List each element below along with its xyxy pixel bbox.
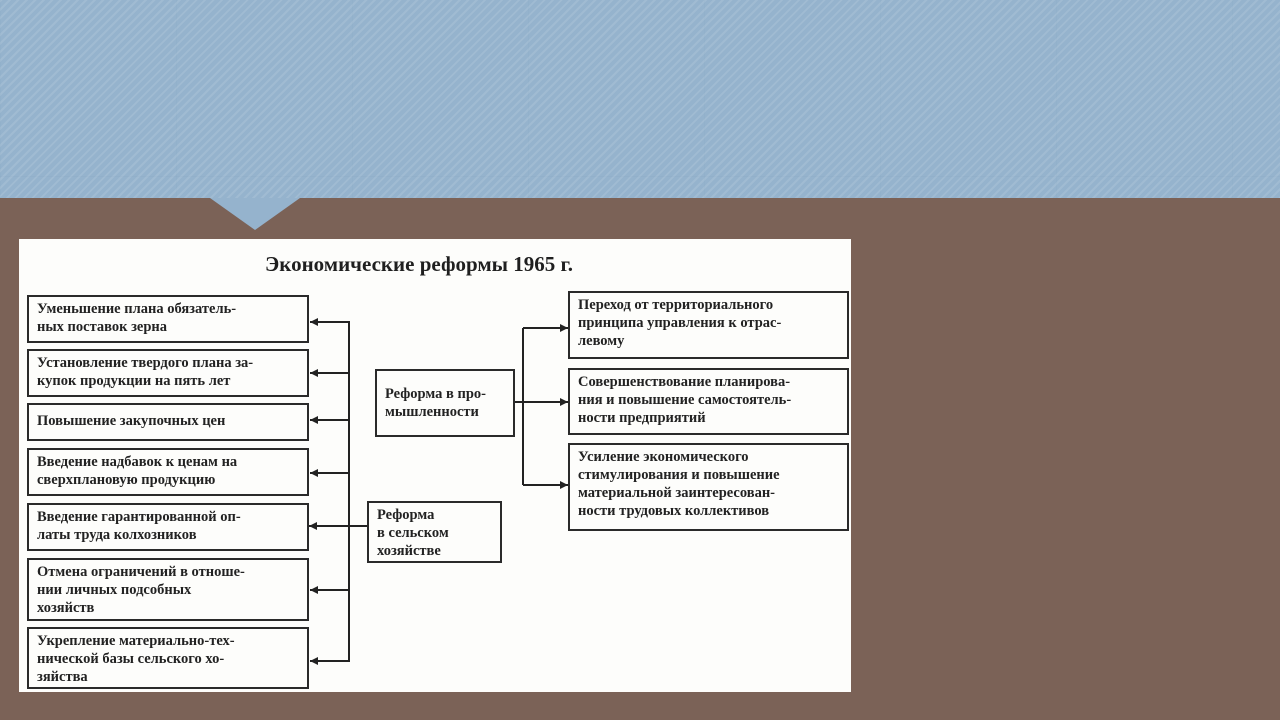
diagram-title: Экономические реформы 1965 г. [265, 252, 573, 276]
measure-box: Введение надбавок к ценам на сверхплановую продукцию [27, 448, 309, 496]
measure-box: Повышение закупочных цен [27, 403, 309, 441]
industry-measure-box: Переход от территориального принципа управления к отрас- левому [568, 291, 849, 359]
measure-box: Уменьшение плана обязатель- ных поставок зерна [27, 295, 309, 343]
measure-box: Укрепление материально-тех- нической базы сельского хо- зяйства [27, 627, 309, 689]
measure-box: Введение гарантированной оп- латы труда колхозников [27, 503, 309, 551]
industry-measure-box: Совершенствование планирова- ния и повышение самостоятель- ности предприятий [568, 368, 849, 435]
header-banner [0, 0, 1280, 198]
measure-box: Отмена ограничений в отноше- нии личных подсобных хозяйств [27, 558, 309, 621]
industry-measure-box: Усиление экономического стимулирования и повышение материальной заинтересован- ности трудовых коллективов [568, 443, 849, 531]
industry-reform-box: Реформа в про- мышленности [375, 369, 515, 437]
measure-box: Установление твердого плана за- купок продукции на пять лет [27, 349, 309, 397]
agriculture-reform-box: Реформа в сельском хозяйстве [367, 501, 502, 563]
reforms-diagram [19, 239, 851, 692]
banner-pointer [210, 198, 300, 230]
